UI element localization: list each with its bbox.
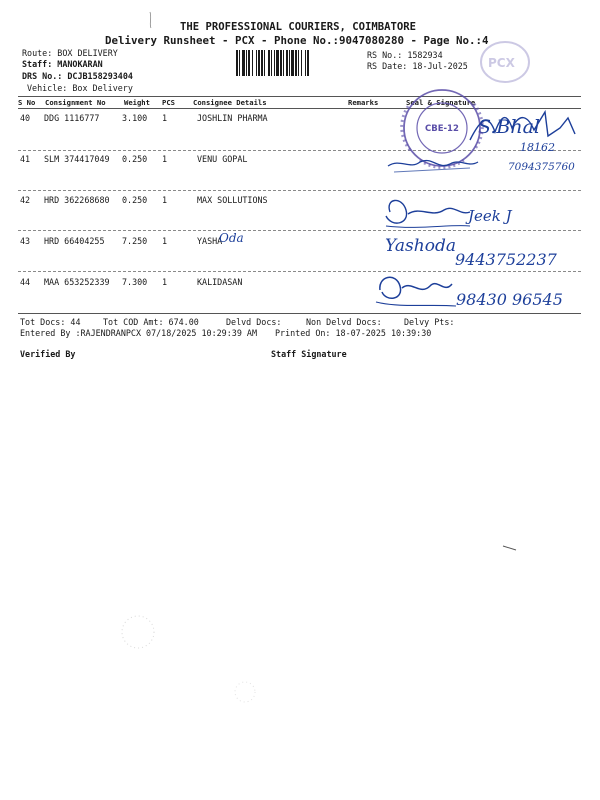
barcode-bar (246, 50, 247, 76)
table-row-43-consignment: HRD 66404255 (44, 236, 105, 246)
table-row-42-weight: 0.250 (122, 195, 148, 205)
handwritten-phone-41: 7094375760 (508, 161, 575, 173)
barcode-graphic (236, 50, 360, 76)
col-header-consignment: Consignment No (45, 98, 106, 107)
table-row-42-consignment: HRD 362268680 (44, 195, 110, 205)
handwritten-number-40: 18162 (520, 141, 555, 154)
col-header-consignee: Consignee Details (193, 98, 267, 107)
barcode-bar (242, 50, 245, 76)
entered-by: Entered By :RAJENDRANPCX 07/18/2025 10:29:39 AM (20, 328, 257, 338)
handwritten-name-suffix-43: Oda (219, 231, 244, 245)
barcode-bar (271, 50, 272, 76)
verified-by-label: Verified By (20, 349, 76, 359)
table-row-43-pcs: 1 (162, 236, 168, 246)
table-row-41-weight: 0.250 (122, 154, 148, 164)
delivery-points: Delvy Pts: (404, 317, 455, 327)
table-row-44-pcs: 1 (162, 277, 168, 287)
barcode-bar (276, 50, 279, 76)
table-row-40-consignee: JOSHLIN PHARMA (197, 113, 268, 123)
table-bottom-rule (18, 313, 581, 314)
printed-on: Printed On: 18-07-2025 10:39:30 (275, 328, 432, 338)
barcode-bar (280, 50, 282, 76)
pcx-stamp-text: PCX (488, 56, 515, 70)
table-row-44-sno: 44 (20, 277, 31, 287)
barcode-bar (268, 50, 270, 76)
table-row-42-consignee: MAX SOLLUTIONS (197, 195, 268, 205)
col-header-remarks: Remarks (348, 98, 379, 107)
staff-signature-label: Staff Signature (271, 349, 347, 359)
barcode-bar (298, 50, 299, 76)
runsheet-subtitle: Delivery Runsheet - PCX - Phone No.:9047080280 - Page No.:4 (105, 34, 489, 47)
row-divider (18, 230, 581, 231)
barcode-bar (264, 50, 265, 76)
pcx-stamp (481, 42, 529, 82)
table-top-rule (18, 96, 581, 97)
barcode-bar (291, 50, 294, 76)
table-row-43-sno: 43 (20, 236, 31, 246)
table-row-41-pcs: 1 (162, 154, 168, 164)
barcode-bar (258, 50, 260, 76)
table-row-44-consignee: KALIDASAN (197, 277, 243, 287)
barcode-bar (239, 50, 240, 76)
drs-number: DRS No.: DCJB158293404 (22, 71, 133, 81)
barcode-bar (283, 50, 284, 76)
staff-label: Staff: MANOKARAN (22, 59, 103, 69)
handwritten-receiver-name-40: S.Bhal (478, 116, 540, 138)
barcode-bar (301, 50, 302, 76)
barcode-bar (261, 50, 263, 76)
barcode-bar (295, 50, 297, 76)
handwritten-phone-43: 9443752237 (455, 250, 557, 269)
row-divider (18, 271, 581, 272)
table-row-42-pcs: 1 (162, 195, 168, 205)
barcode-bar (305, 50, 306, 76)
non-delivered-docs: Non Delvd Docs: (306, 317, 382, 327)
table-header-rule (18, 108, 581, 109)
rs-number: RS No.: 1582934 (367, 50, 443, 60)
barcode-bar (274, 50, 275, 76)
table-row-42-sno: 42 (20, 195, 31, 205)
barcode-bar (307, 50, 309, 76)
route-label: Route: BOX DELIVERY (22, 48, 118, 58)
total-cod-amount: Tot COD Amt: 674.00 (103, 317, 199, 327)
vehicle-label: Vehicle: Box Delivery (27, 83, 133, 93)
col-header-seal: Seal & Signature (406, 98, 476, 107)
delivered-docs: Delvd Docs: (226, 317, 282, 327)
table-row-43-weight: 7.250 (122, 236, 148, 246)
company-title: THE PROFESSIONAL COURIERS, COIMBATORE (180, 21, 416, 33)
total-docs: Tot Docs: 44 (20, 317, 81, 327)
barcode-bar (236, 50, 238, 76)
col-header-sno: S No (18, 98, 36, 107)
col-header-weight: Weight (124, 98, 150, 107)
handwritten-name-43: Yashoda (385, 236, 456, 256)
barcode-bar (252, 50, 253, 76)
barcode-bar (256, 50, 257, 76)
seal-center-text: CBE-12 (425, 124, 459, 134)
table-row-41-sno: 41 (20, 154, 31, 164)
rs-date: RS Date: 18-Jul-2025 (367, 61, 468, 71)
table-row-41-consignee: VENU GOPAL (197, 154, 248, 164)
table-row-41-consignment: SLM 374417049 (44, 154, 110, 164)
barcode-bar (248, 50, 250, 76)
table-row-40-sno: 40 (20, 113, 31, 123)
table-row-44-consignment: MAA 653252339 (44, 277, 110, 287)
table-row-43-consignee: YASHA (197, 236, 223, 246)
col-header-pcs: PCS (162, 98, 175, 107)
barcode-bar (289, 50, 290, 76)
barcode-bar (286, 50, 288, 76)
row-divider (18, 190, 581, 191)
handwritten-signature-42: Jeek J (468, 207, 512, 225)
table-row-40-weight: 3.100 (122, 113, 148, 123)
table-row-44-weight: 7.300 (122, 277, 148, 287)
handwritten-phone-44: 98430 96545 (456, 290, 563, 309)
table-row-40-consignment: DDG 1116777 (44, 113, 100, 123)
table-row-40-pcs: 1 (162, 113, 168, 123)
row-divider (18, 150, 581, 151)
